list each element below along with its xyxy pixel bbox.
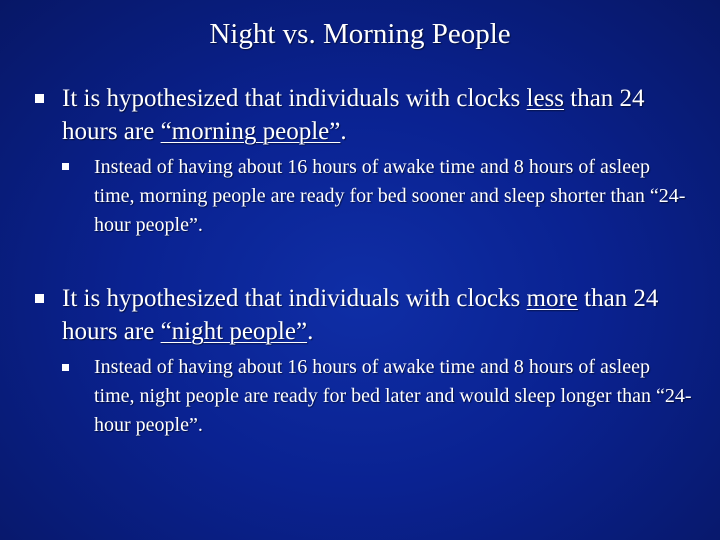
bullet-2-term: “night people”: [160, 318, 308, 345]
bullet-square-icon: [35, 294, 44, 303]
sub-bullet-square-icon: [62, 364, 69, 371]
sub-bullet-square-icon: [62, 163, 69, 170]
bullet-2-text-mid: than 24 hours are: [62, 285, 659, 345]
bullet-2-text-pre: It is hypothesized that individuals with clocks: [62, 285, 527, 312]
bullet-1-text-mid: than 24 hours are: [62, 85, 645, 145]
bullet-2-text-post: .: [307, 318, 314, 345]
bullet-1-text-post: .: [340, 118, 347, 145]
bullet-2: [62, 282, 702, 348]
bullet-1-term: “morning people”: [160, 118, 341, 145]
sub-bullet-2: Instead of having about 16 hours of awake time and 8 hours of asleep time, night people are ready for bed later and would sleep longer than “24-hour people”.: [94, 356, 692, 436]
bullet-2-emphasis: more: [526, 285, 578, 312]
sub-bullet-1: Instead of having about 16 hours of awake time and 8 hours of asleep time, morning people are ready for bed sooner and sleep shorter than “24-hour people”.: [94, 156, 686, 236]
bullet-square-icon: [35, 94, 44, 103]
bullet-1-emphasis: less: [526, 85, 565, 112]
slide-title: Night vs. Morning People: [209, 18, 511, 50]
bullet-1-text-pre: It is hypothesized that individuals with clocks: [62, 85, 527, 112]
bullet-1: [62, 82, 702, 148]
